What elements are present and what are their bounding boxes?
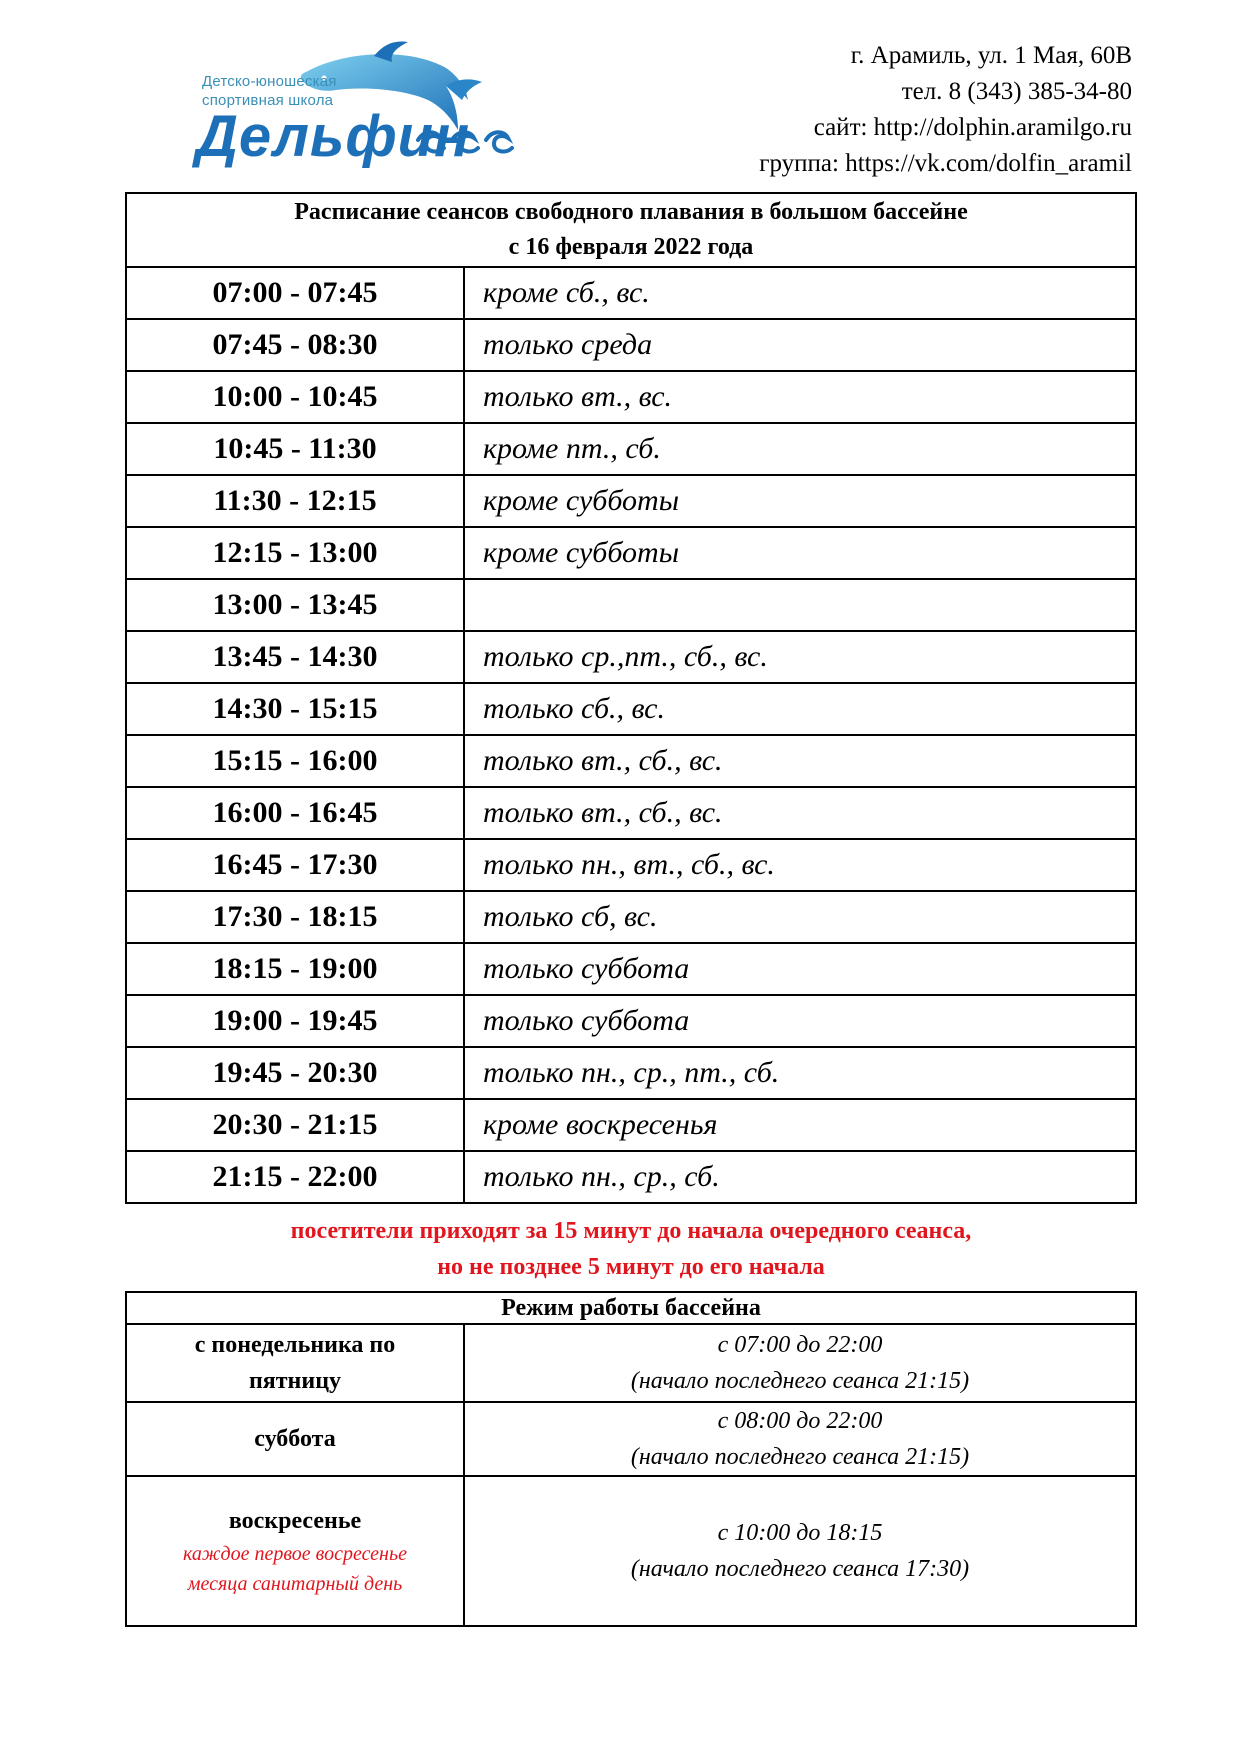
logo-subtitle-line1: Детско-юношеская — [202, 73, 337, 90]
weekday-hours-cell — [464, 1324, 1136, 1402]
session-days: только пн., ср., сб. — [464, 1151, 1136, 1203]
website-link[interactable]: сайт: http://dolphin.aramilgo.ru — [813, 114, 1132, 141]
arrival-note — [125, 1213, 1137, 1285]
table-row — [126, 371, 1136, 423]
opening-hours-table — [125, 1291, 1137, 1627]
phone: тел. 8 (343) 385-34-80 — [901, 78, 1132, 105]
session-time: 07:45 - 08:30 — [126, 319, 464, 371]
saturday-last-session: (начало последнего сеанса 21:15) — [630, 1444, 970, 1470]
session-time: 10:45 - 11:30 — [126, 423, 464, 475]
session-days: только ср.,пт., сб., вс. — [464, 631, 1136, 683]
contacts-block — [759, 38, 1132, 182]
session-days: кроме сб., вс. — [464, 267, 1136, 319]
table-row — [126, 631, 1136, 683]
session-days: только суббота — [464, 995, 1136, 1047]
table-row — [126, 1151, 1136, 1203]
sunday-hours: с 10:00 до 18:15 — [717, 1520, 883, 1546]
table-row — [126, 579, 1136, 631]
session-time: 07:00 - 07:45 — [126, 267, 464, 319]
session-days: только вт., сб., вс. — [464, 787, 1136, 839]
table-row — [126, 1476, 1136, 1626]
session-time: 13:00 - 13:45 — [126, 579, 464, 631]
session-time: 18:15 - 19:00 — [126, 943, 464, 995]
schedule-table — [125, 192, 1137, 1204]
table-row — [126, 1324, 1136, 1402]
session-days: только среда — [464, 319, 1136, 371]
session-days: только суббота — [464, 943, 1136, 995]
session-time: 19:00 - 19:45 — [126, 995, 464, 1047]
table-row — [126, 475, 1136, 527]
schedule-rows — [126, 267, 1136, 1203]
weekday-last-session: (начало последнего сеанса 21:15) — [630, 1368, 970, 1394]
saturday-hours-cell — [464, 1402, 1136, 1476]
schedule-title-line1: Расписание сеансов свободного плавания в большом бассейне — [294, 199, 968, 225]
table-row — [126, 943, 1136, 995]
session-time: 14:30 - 15:15 — [126, 683, 464, 735]
session-time: 19:45 - 20:30 — [126, 1047, 464, 1099]
session-days: только вт., сб., вс. — [464, 735, 1136, 787]
session-days: кроме пт., сб. — [464, 423, 1136, 475]
vk-group-link[interactable]: группа: https://vk.com/dolfin_aramil — [759, 150, 1132, 177]
arrival-note-line2: но не позднее 5 минут до его начала — [437, 1254, 825, 1280]
sunday-cell — [126, 1476, 464, 1626]
session-time: 21:15 - 22:00 — [126, 1151, 464, 1203]
table-row — [126, 683, 1136, 735]
saturday-label: суббота — [254, 1426, 336, 1452]
session-days: кроме субботы — [464, 527, 1136, 579]
session-time: 15:15 - 16:00 — [126, 735, 464, 787]
session-time: 20:30 - 21:15 — [126, 1099, 464, 1151]
session-days — [464, 579, 1136, 631]
table-row — [126, 319, 1136, 371]
table-row — [126, 839, 1136, 891]
session-days: только пн., вт., сб., вс. — [464, 839, 1136, 891]
logo-subtitle-line2: спортивная школа — [202, 92, 334, 109]
sunday-hours-cell — [464, 1476, 1136, 1626]
session-days: кроме субботы — [464, 475, 1136, 527]
session-time: 12:15 - 13:00 — [126, 527, 464, 579]
table-row — [126, 423, 1136, 475]
table-row — [126, 735, 1136, 787]
schedule-title — [126, 193, 1136, 267]
weekday-cell — [126, 1324, 464, 1402]
table-row — [126, 267, 1136, 319]
sanitary-day-note-line1: каждое первое восресенье — [183, 1543, 407, 1565]
opening-hours-title: Режим работы бассейна — [126, 1292, 1136, 1324]
table-row — [126, 891, 1136, 943]
session-days: только вт., вс. — [464, 371, 1136, 423]
sanitary-day-note-line2: месяца санитарный день — [187, 1573, 403, 1595]
session-time: 16:00 - 16:45 — [126, 787, 464, 839]
school-logo — [196, 40, 536, 170]
logo-brand-name: Дельфин — [196, 104, 471, 169]
sunday-label: воскресенье — [228, 1508, 362, 1534]
session-days: кроме воскресенья — [464, 1099, 1136, 1151]
session-days: только сб, вс. — [464, 891, 1136, 943]
saturday-cell — [126, 1402, 464, 1476]
table-row — [126, 527, 1136, 579]
table-row — [126, 1402, 1136, 1476]
address: г. Арамиль, ул. 1 Мая, 60В — [850, 42, 1132, 69]
session-time: 17:30 - 18:15 — [126, 891, 464, 943]
session-time: 13:45 - 14:30 — [126, 631, 464, 683]
table-row — [126, 1047, 1136, 1099]
table-row — [126, 787, 1136, 839]
saturday-hours: с 08:00 до 22:00 — [717, 1408, 883, 1434]
weekday-label-line1: с понедельника по — [194, 1332, 396, 1358]
session-time: 10:00 - 10:45 — [126, 371, 464, 423]
weekday-label-line2: пятницу — [248, 1368, 342, 1394]
table-row — [126, 995, 1136, 1047]
session-days: только сб., вс. — [464, 683, 1136, 735]
table-row — [126, 1099, 1136, 1151]
session-days: только пн., ср., пт., сб. — [464, 1047, 1136, 1099]
session-time: 11:30 - 12:15 — [126, 475, 464, 527]
session-time: 16:45 - 17:30 — [126, 839, 464, 891]
weekday-hours: с 07:00 до 22:00 — [717, 1332, 883, 1358]
schedule-title-line2: с 16 февраля 2022 года — [508, 234, 754, 260]
arrival-note-line1: посетители приходят за 15 минут до начала очередного сеанса, — [290, 1218, 972, 1244]
sunday-last-session: (начало последнего сеанса 17:30) — [630, 1556, 970, 1582]
